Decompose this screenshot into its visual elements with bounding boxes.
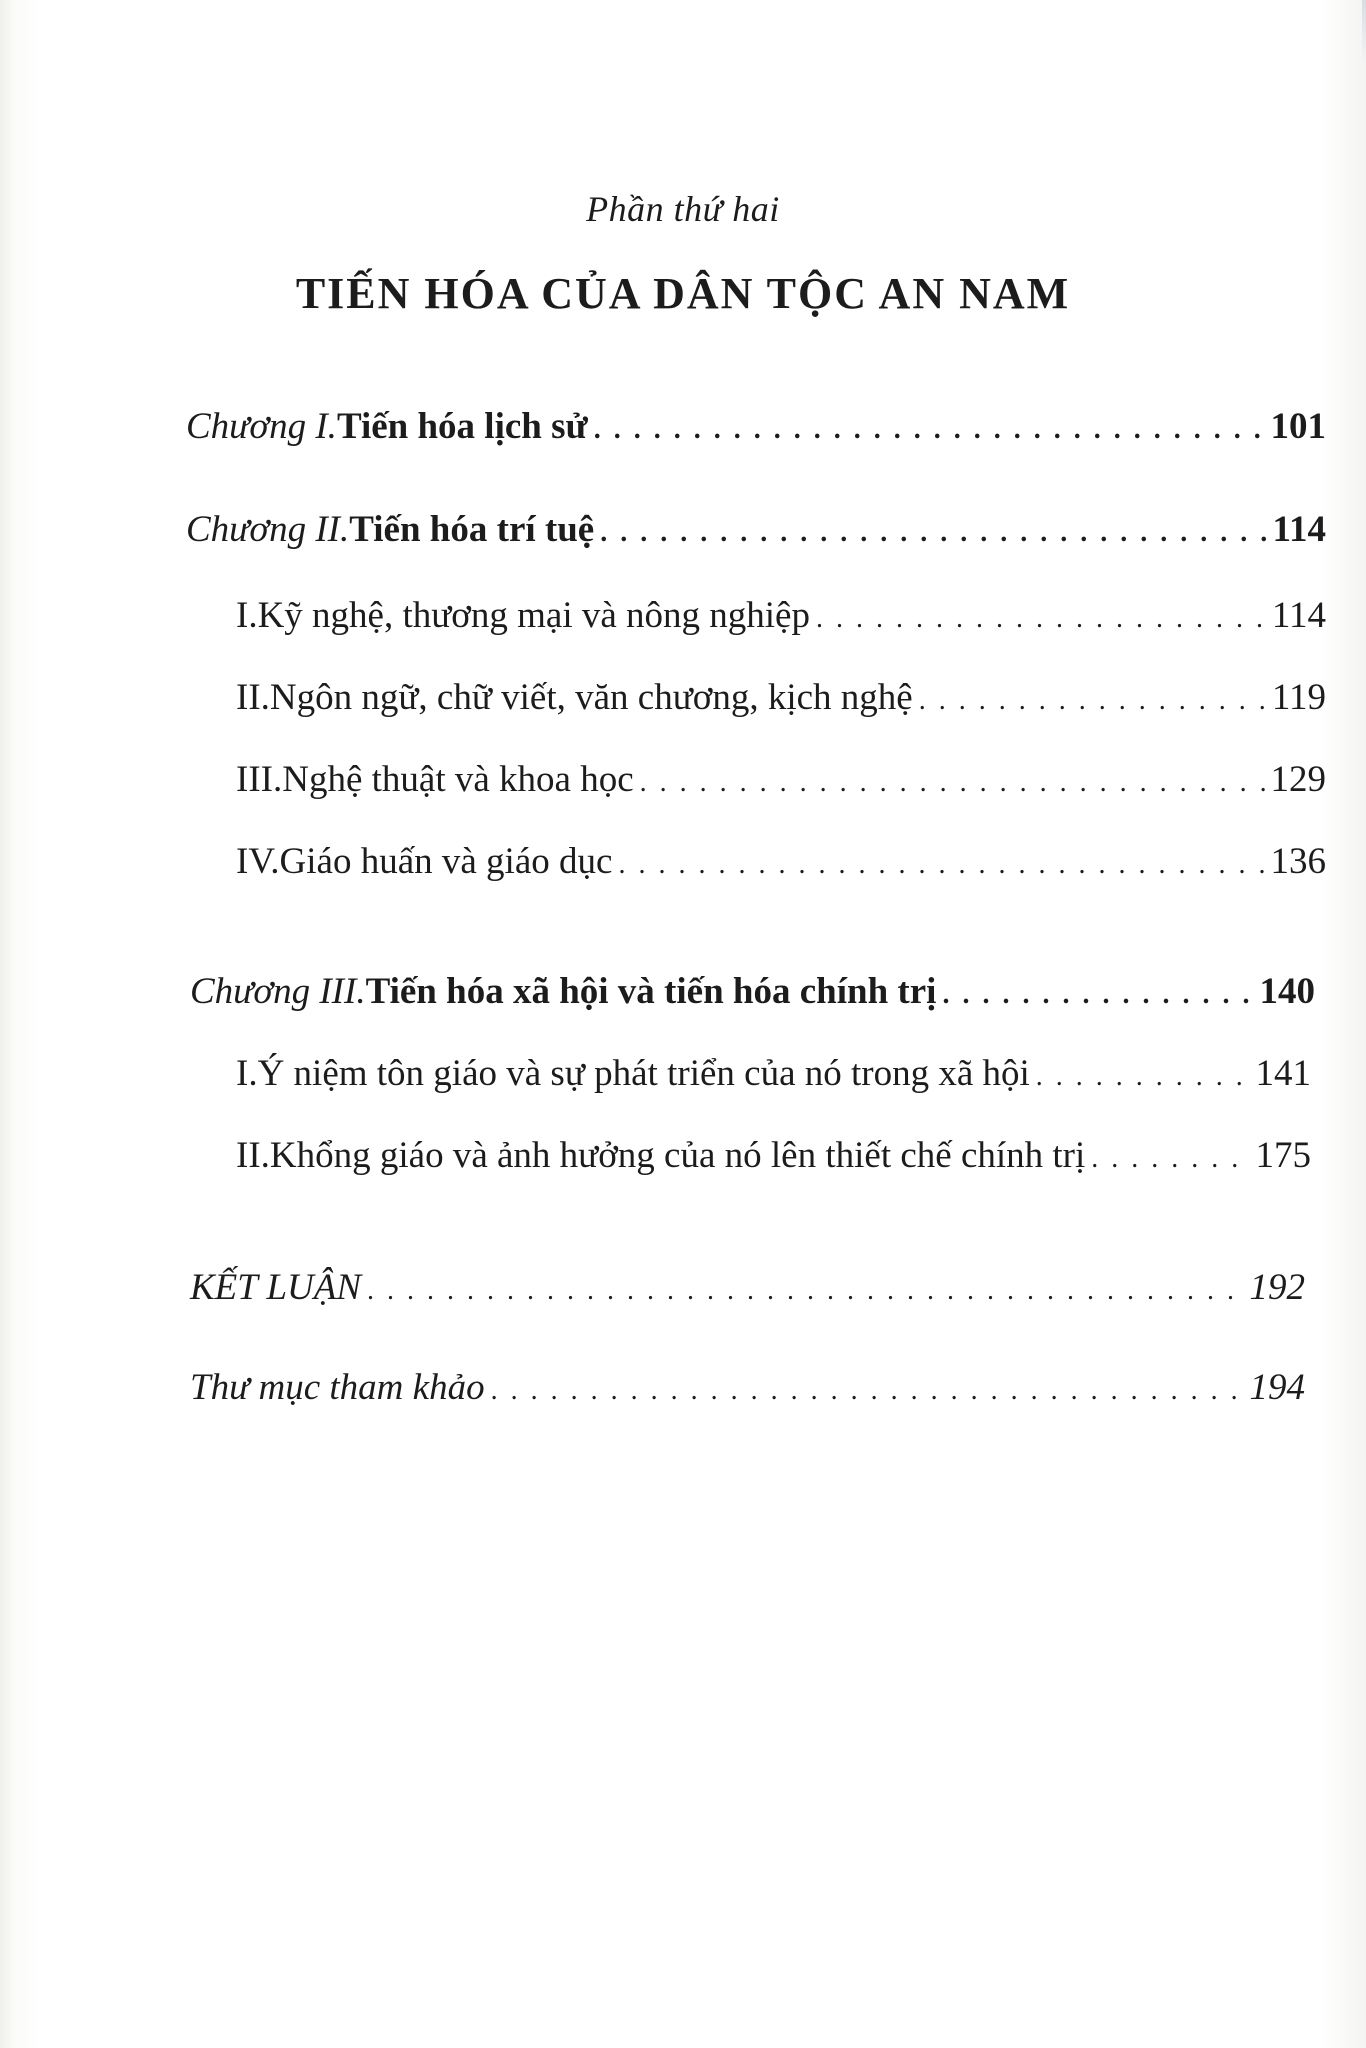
page-number: 136 xyxy=(1270,841,1326,882)
dot-leader xyxy=(816,603,1266,635)
page-number: 140 xyxy=(1259,971,1315,1012)
section-number: I. xyxy=(236,595,258,636)
toc-entry-3-1 xyxy=(236,1052,1311,1095)
entry-title: KẾT LUẬN xyxy=(190,1267,362,1308)
toc-entry-2-2 xyxy=(236,676,1326,719)
page-number: 129 xyxy=(1270,759,1326,800)
toc-entry-3-2 xyxy=(236,1134,1311,1177)
page-edge-shadow xyxy=(1362,0,1366,60)
page-number: 101 xyxy=(1270,406,1326,447)
page-number: 119 xyxy=(1271,677,1326,718)
chapter-label: Chương I. xyxy=(186,406,337,447)
dot-leader xyxy=(919,685,1266,717)
toc-entry-2-1 xyxy=(236,594,1326,637)
dot-leader xyxy=(1036,1061,1250,1093)
toc-entry-chapter-2 xyxy=(186,508,1326,551)
dot-leader xyxy=(594,414,1265,446)
dot-leader xyxy=(618,849,1264,881)
dot-leader xyxy=(600,517,1266,549)
section-number: I. xyxy=(236,1053,258,1094)
entry-title: Tiến hóa lịch sử xyxy=(336,406,588,447)
entry-title: Giáo huấn và giáo dục xyxy=(279,841,613,882)
section-number: IV. xyxy=(236,841,280,882)
entry-title: Ý niệm tôn giáo và sự phát triển của nó trong xã hội xyxy=(257,1053,1030,1094)
section-number: II. xyxy=(236,1135,270,1176)
page-number: 114 xyxy=(1271,595,1326,636)
entry-title: Thư mục tham khảo xyxy=(190,1367,485,1408)
entry-title: Tiến hóa xã hội và tiến hóa chính trị xyxy=(365,971,937,1012)
page-number: 175 xyxy=(1255,1135,1311,1176)
section-number: II. xyxy=(236,677,270,718)
toc-entry-chapter-1 xyxy=(186,405,1326,448)
page-number: 141 xyxy=(1255,1053,1311,1094)
toc-entry-2-4 xyxy=(236,840,1326,883)
chapter-label: Chương III. xyxy=(190,971,366,1012)
dot-leader xyxy=(942,979,1253,1011)
toc-entry-chapter-3 xyxy=(190,970,1315,1013)
entry-title: Tiến hóa trí tuệ xyxy=(349,509,595,550)
dot-leader xyxy=(491,1375,1244,1407)
toc-entry-bibliography xyxy=(190,1366,1305,1409)
page-number: 194 xyxy=(1249,1367,1305,1408)
dot-leader xyxy=(367,1275,1243,1307)
entry-title: Ngôn ngữ, chữ viết, văn chương, kịch nghệ xyxy=(269,677,913,718)
dot-leader xyxy=(640,767,1265,799)
page-number: 192 xyxy=(1249,1267,1305,1308)
page-number: 114 xyxy=(1272,509,1326,550)
dot-leader xyxy=(1091,1143,1249,1175)
chapter-label: Chương II. xyxy=(186,509,350,550)
entry-title: Kỹ nghệ, thương mại và nông nghiệp xyxy=(257,595,810,636)
toc-entry-conclusion xyxy=(190,1266,1305,1309)
part-title: TIẾN HÓA CỦA DÂN TỘC AN NAM xyxy=(295,269,1071,318)
part-label: Phần thứ hai xyxy=(586,189,780,229)
entry-title: Nghệ thuật và khoa học xyxy=(282,759,634,800)
section-number: III. xyxy=(236,759,283,800)
toc-entry-2-3 xyxy=(236,758,1326,801)
entry-title: Khổng giáo và ảnh hưởng của nó lên thiết chế chính trị xyxy=(269,1135,1086,1176)
